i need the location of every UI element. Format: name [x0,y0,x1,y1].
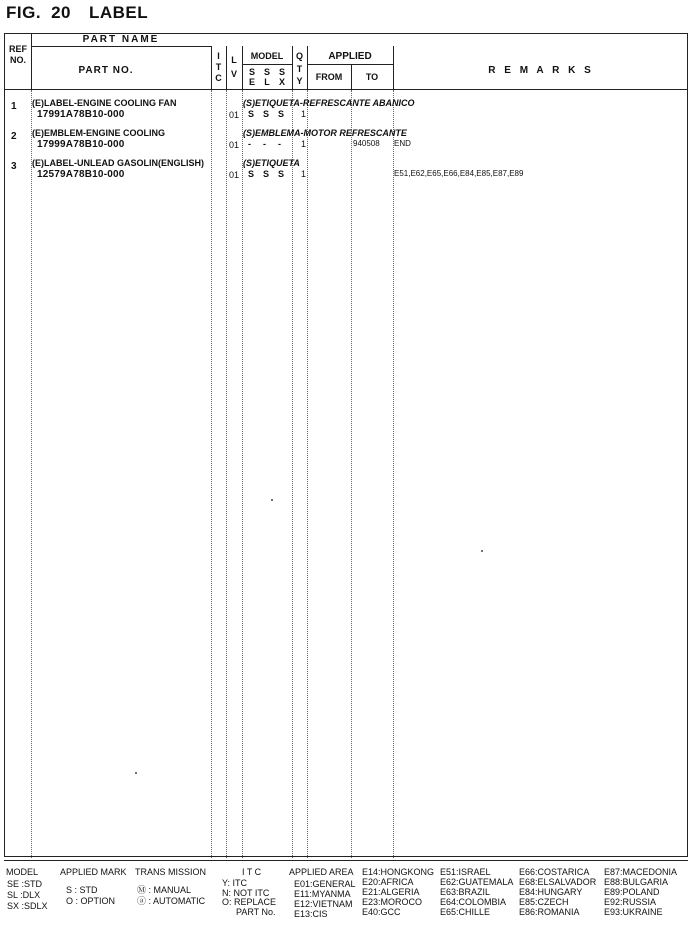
legend-itc-items [222,879,276,917]
spanish-name: (S)EMBLEMA-MOTOR REFRESCANTE [243,128,407,138]
guide-ref [31,90,32,858]
table-row [5,158,687,188]
legend-item: E84:HUNGARY [519,887,583,897]
model-header: MODEL [250,51,284,61]
legend-item: O: REPLACE [222,897,277,907]
figure-title [6,3,148,23]
legend [4,860,688,920]
legend-item: E93:UKRAINE [604,907,663,917]
legend-item: ⓐ : AUTOMATIC [137,896,206,906]
part-number: 17999A78B10-000 [37,139,125,150]
legend-item: E21:ALGERIA [362,887,420,897]
ref-header-line1: REF [9,44,27,54]
legend-item: E66:COSTARICA [519,867,590,877]
legend-item: E89:POLAND [604,887,660,897]
parts-table [4,33,688,857]
itc-header-c: C [215,73,222,83]
legend-item: E51:ISRAEL [440,867,491,877]
itc-header-t: T [215,62,222,72]
legend-trans-title: TRANS MISSION [135,867,207,877]
col-line-lv [226,46,227,90]
legend-item: E85:CZECH [519,897,569,907]
part-no-header: PART NO. [78,65,134,76]
legend-areas-col1 [362,867,434,917]
applied-subline [307,64,393,65]
guide-itc [211,90,212,858]
lv-value: 01 [229,170,240,180]
legend-item: E62:GUATEMALA [440,877,514,887]
qty-header-t: T [296,64,303,74]
legend-item: E01:GENERAL [294,879,356,889]
table-row [5,128,687,158]
legend-applied-area-title: APPLIED AREA [289,867,354,877]
legend-areas-col4 [604,867,677,917]
legend-item: SX :SDLX [7,901,48,911]
model-sl: S [263,109,270,119]
from-header: FROM [315,72,343,82]
lv-header-v: V [230,69,237,79]
legend-item: E88:BULGARIA [604,877,669,887]
legend-item: E68:ELSALVADOR [519,877,597,887]
legend-item: E64:COLOMBIA [440,897,507,907]
model-col-se-2: E [248,77,255,87]
legend-item: E14:HONGKONG [362,867,435,877]
scan-speck [481,550,483,552]
legend-applied-mark-items [66,885,115,907]
guide-applied [307,90,308,858]
legend-item: N: NOT ITC [222,887,270,898]
qty-header-q: Q [295,51,303,61]
legend-item: Ⓜ : MANUAL [137,885,192,895]
legend-item: E13:CIS [294,909,328,919]
part-name: (E)LABEL-UNLEAD GASOLIN(ENGLISH) [32,158,204,168]
ref-number: 2 [11,131,17,142]
legend-item: E63:BRAZIL [440,887,491,897]
model-sx: S [278,169,285,179]
guide-qty [292,90,293,858]
qty-header-y: Y [296,76,303,86]
model-col-se-1: S [248,67,255,77]
guide-to [351,90,352,858]
ref-header-line2: NO. [9,55,26,65]
part-name: (E)EMBLEM-ENGINE COOLING [32,128,165,138]
model-col-sx-1: S [278,67,285,77]
legend-itc-title: I T C [242,867,262,877]
legend-model-items [7,879,48,912]
legend-item: PART No. [236,906,276,917]
figure-name: LABEL [88,3,149,22]
model-se: S [248,109,255,119]
legend-item: E11:MYANMA [294,889,351,899]
remarks-header: R E M A R K S [488,65,594,76]
legend-item: E23:MOROCO [362,897,423,907]
legend-trans-items [137,885,205,907]
applied-header: APPLIED [328,51,372,62]
to-header: TO [365,72,379,82]
legend-item: E92:RUSSIA [604,897,657,907]
part-number: 12579A78B10-000 [37,169,125,180]
legend-item: E86:ROMANIA [519,907,580,917]
legend-model-title: MODEL [6,867,39,877]
model-se: - [248,139,251,149]
scan-speck [135,772,137,774]
model-col-sx-2: X [278,77,285,87]
model-sx: S [278,109,285,119]
header-bottom-line [5,89,687,90]
figure-label: FIG. [6,3,42,22]
model-col-sl-1: S [263,67,270,77]
model-sl: - [263,139,266,149]
legend-item: SE :STD [7,879,43,889]
legend-applied-area-items [294,879,356,919]
part-number: 17991A78B10-000 [37,109,125,120]
remarks: END [394,139,411,148]
lv-value: 01 [229,110,240,120]
part-name-header: PART NAME [82,34,160,45]
legend-item: E87:MACEDONIA [604,867,678,877]
lv-header-l: L [231,55,237,65]
legend-item: E40:GCC [362,907,401,917]
spanish-name: (S)ETIQUETA [243,158,300,168]
applied-to: 940508 [353,139,380,148]
figure-number: 20 [51,3,71,22]
table-row [5,98,687,128]
legend-areas-col2 [440,867,513,917]
qty-value: 1 [301,139,307,149]
ref-number: 1 [11,101,17,112]
guide-model [242,90,243,858]
model-sl: S [263,169,270,179]
qty-value: 1 [301,109,307,119]
header-divider [31,46,211,47]
legend-item: Y: ITC [222,878,248,888]
part-name: (E)LABEL-ENGINE COOLING FAN [32,98,177,108]
legend-areas-col3 [519,867,596,917]
qty-value: 1 [301,169,307,179]
legend-item: O : OPTION [66,896,116,906]
scan-speck [271,499,273,501]
legend-applied-mark-title: APPLIED MARK [60,867,127,877]
ref-number: 3 [11,161,17,172]
legend-item: E20:AFRICA [362,877,414,887]
model-col-sl-2: L [264,77,270,87]
spanish-name: (S)ETIQUETA-REFRESCANTE ABANICO [243,98,415,108]
legend-item: E12:VIETNAM [294,899,353,909]
model-sx: - [278,139,281,149]
legend-item: E65:CHILLE [440,907,491,917]
model-se: S [248,169,255,179]
legend-item: SL :DLX [7,890,41,900]
guide-remarks [393,90,394,858]
guide-lv [226,90,227,858]
remarks: E51,E62,E65,E66,E84,E85,E87,E89 [394,169,524,178]
legend-item: S : STD [66,885,98,895]
itc-header-i: I [217,51,220,61]
lv-value: 01 [229,140,240,150]
model-subline [242,64,292,65]
